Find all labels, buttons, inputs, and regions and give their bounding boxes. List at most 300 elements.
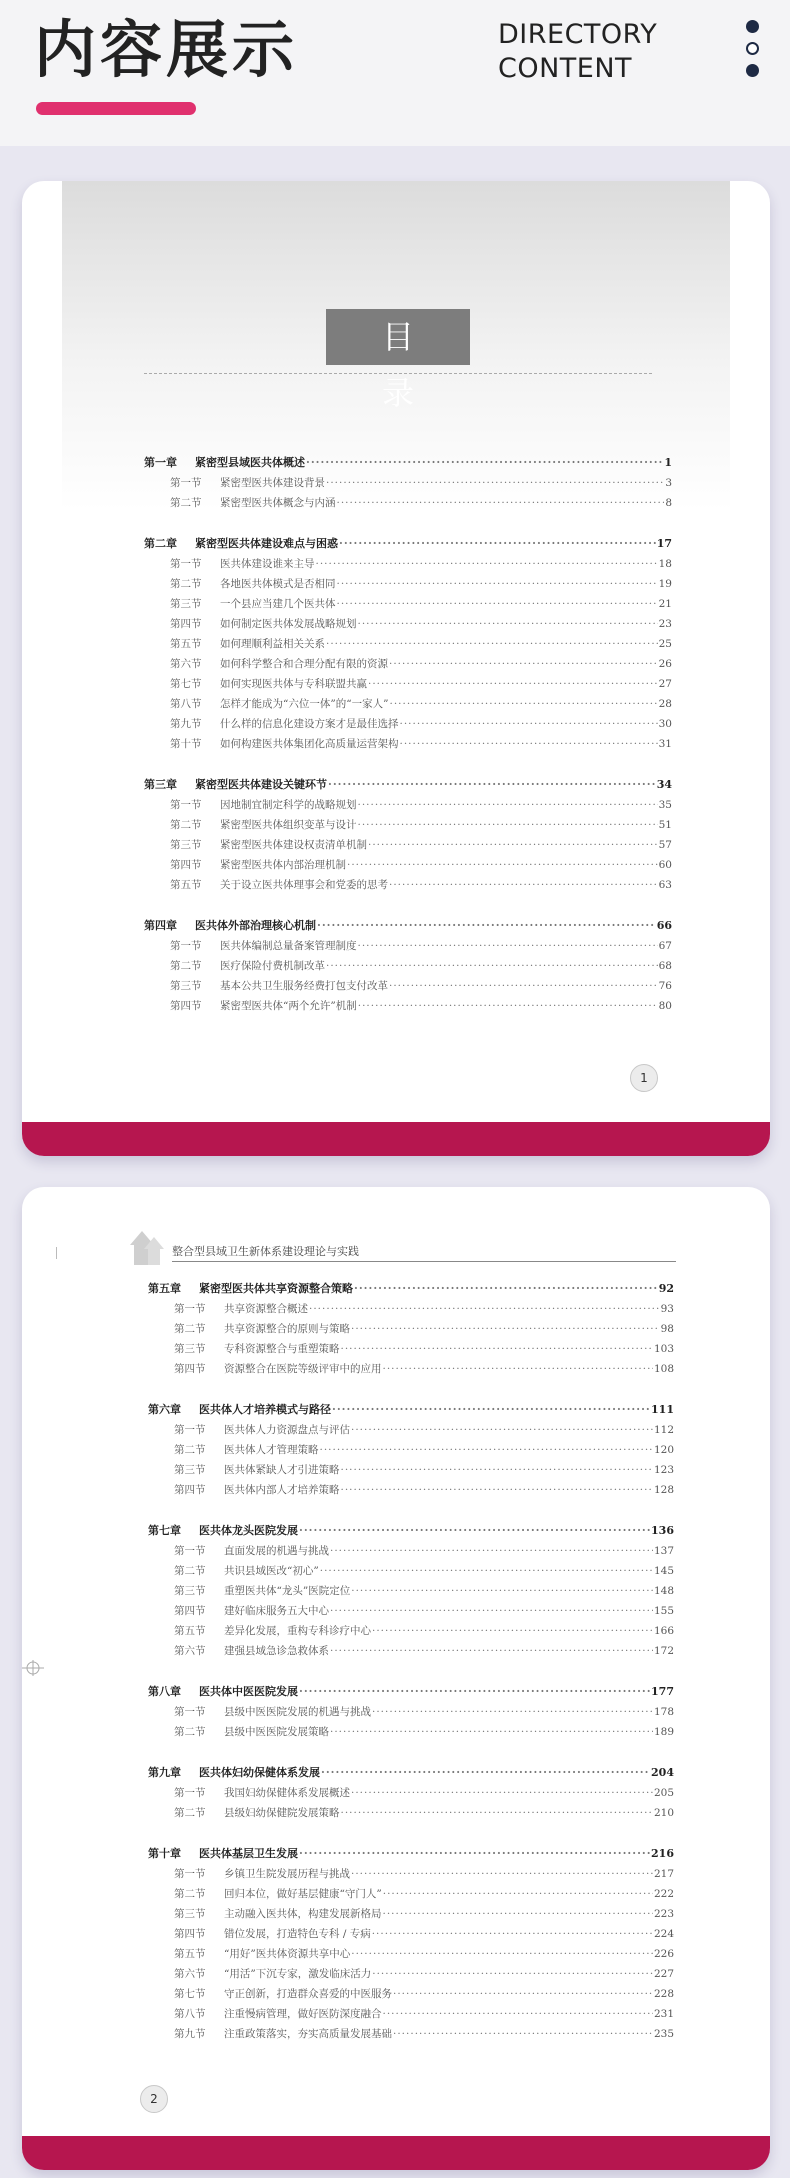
section-number: 第四节 — [174, 1928, 206, 1940]
dot-leader — [317, 916, 656, 936]
chapter-row — [144, 916, 672, 936]
section-page: 137 — [653, 1545, 674, 1557]
chapter-number: 第一章 — [144, 456, 177, 469]
page-number: 2 — [140, 2085, 168, 2113]
section-row — [148, 2024, 674, 2044]
section-title: 医共体编制总量备案管理制度 — [220, 940, 357, 952]
section-title: 县级中医医院发展策略 — [224, 1726, 329, 1738]
section-title: 重塑医共体“龙头”医院定位 — [224, 1585, 351, 1597]
dot-leader — [351, 1420, 653, 1440]
chapter-number: 第六章 — [148, 1403, 181, 1416]
dot-leader — [389, 976, 658, 996]
chapter-number: 第三章 — [144, 778, 177, 791]
section-row — [144, 674, 672, 694]
section-page: 76 — [658, 980, 672, 992]
chapter-number: 第八章 — [148, 1685, 181, 1698]
section-row — [144, 493, 672, 513]
dot-leader — [337, 493, 665, 513]
section-number: 第四节 — [174, 1605, 206, 1617]
section-title: 县级中医医院发展的机遇与挑战 — [224, 1706, 371, 1718]
chapter-title: 医共体外部治理核心机制 — [195, 919, 316, 932]
section-number: 第二节 — [170, 578, 202, 590]
page-number: 1 — [630, 1064, 658, 1092]
section-number: 第八节 — [174, 2008, 206, 2020]
section-number: 第八节 — [170, 698, 202, 710]
dot-leader — [309, 1299, 660, 1319]
chapter-page: 66 — [656, 919, 672, 932]
section-number: 第二节 — [174, 1323, 206, 1335]
section-row — [148, 1884, 674, 1904]
section-row — [144, 815, 672, 835]
section-row — [148, 1561, 674, 1581]
section-title: 紧密型医共体概念与内涵 — [220, 497, 336, 509]
section-page: 235 — [653, 2028, 674, 2040]
section-title: 因地制宜制定科学的战略规划 — [220, 799, 357, 811]
section-page: 25 — [658, 638, 672, 650]
section-title: 守正创新，打造群众喜爱的中医服务 — [224, 1988, 392, 2000]
chapter-title: 医共体中医医院发展 — [199, 1685, 298, 1698]
section-title: 主动融入医共体，构建发展新格局 — [224, 1908, 382, 1920]
section-title: 紧密型医共体建设背景 — [220, 477, 325, 489]
section-row — [148, 1944, 674, 1964]
dot-leader — [299, 1844, 650, 1864]
section-page: 8 — [665, 497, 672, 509]
section-title: 紧密型医共体建设权责清单机制 — [220, 839, 367, 851]
section-title: 回归本位，做好基层健康“守门人” — [224, 1888, 382, 1900]
section-page: 51 — [658, 819, 672, 831]
section-number: 第五节 — [174, 1948, 206, 1960]
section-row — [144, 654, 672, 674]
section-row — [144, 875, 672, 895]
chapter-title: 医共体基层卫生发展 — [199, 1847, 298, 1860]
section-page: 166 — [653, 1625, 674, 1637]
dot-leader — [351, 1864, 653, 1884]
section-title: 医疗保险付费机制改革 — [220, 960, 325, 972]
chapter-title: 紧密型医共体建设关键环节 — [195, 778, 327, 791]
dot-leader — [341, 1460, 653, 1480]
chapter-number: 第七章 — [148, 1524, 181, 1537]
section-title: 一个县应当建几个医共体 — [220, 598, 336, 610]
section-page: 18 — [658, 558, 672, 570]
section-title: 关于设立医共体理事会和党委的思考 — [220, 879, 388, 891]
section-page: 172 — [653, 1645, 674, 1657]
section-number: 第三节 — [170, 980, 202, 992]
dot-leader — [358, 996, 658, 1016]
section-row — [144, 694, 672, 714]
section-number: 第一节 — [174, 1787, 206, 1799]
chapter-page: 17 — [656, 537, 672, 550]
section-number: 第三节 — [170, 598, 202, 610]
section-title: 错位发展，打造特色专科 / 专病 — [224, 1928, 371, 1940]
section-title: 直面发展的机遇与挑战 — [224, 1545, 329, 1557]
section-number: 第一节 — [174, 1706, 206, 1718]
dot-leader — [383, 1884, 653, 1904]
section-number: 第一节 — [174, 1545, 206, 1557]
dots-icon — [746, 20, 760, 86]
section-page: 63 — [658, 879, 672, 891]
section-title: 如何实现医共体与专科联盟共赢 — [220, 678, 367, 690]
section-page: 103 — [653, 1343, 674, 1355]
section-page: 3 — [665, 477, 672, 489]
section-page: 210 — [653, 1807, 674, 1819]
section-page: 93 — [660, 1303, 674, 1315]
section-row — [148, 1440, 674, 1460]
header-accent-bar — [36, 102, 196, 115]
section-page: 21 — [658, 598, 672, 610]
margin-mark — [56, 1247, 57, 1259]
section-page: 226 — [653, 1948, 674, 1960]
toc-heading: 目 录 — [326, 309, 470, 365]
section-row — [148, 1319, 674, 1339]
dot-leader — [372, 1621, 653, 1641]
dot-leader — [347, 855, 658, 875]
dot-leader — [299, 1521, 650, 1541]
section-title: 资源整合在医院等级评审中的应用 — [224, 1363, 382, 1375]
dot-leader — [372, 1924, 653, 1944]
section-number: 第五节 — [170, 879, 202, 891]
section-page: 28 — [658, 698, 672, 710]
section-row — [148, 1299, 674, 1319]
section-page: 123 — [653, 1464, 674, 1476]
dot-leader — [389, 654, 658, 674]
section-row — [148, 1641, 674, 1661]
section-row — [148, 1359, 674, 1379]
dot-leader — [330, 1641, 653, 1661]
section-row — [144, 714, 672, 734]
section-row — [144, 855, 672, 875]
section-page: 224 — [653, 1928, 674, 1940]
section-row — [148, 1339, 674, 1359]
dot-leader — [393, 2024, 653, 2044]
crosshair-icon — [22, 1657, 44, 1679]
chapter-number: 第四章 — [144, 919, 177, 932]
dot-leader — [354, 1279, 658, 1299]
dot-filled-icon — [746, 20, 759, 33]
section-page: 189 — [653, 1726, 674, 1738]
chapter-row — [144, 534, 672, 554]
dot-leader — [383, 1904, 653, 1924]
dot-leader — [389, 694, 657, 714]
section-title: 医共体人力资源盘点与评估 — [224, 1424, 350, 1436]
chapter-number: 第五章 — [148, 1282, 181, 1295]
section-page: 23 — [658, 618, 672, 630]
chapter-row — [144, 775, 672, 795]
section-number: 第三节 — [174, 1585, 206, 1597]
section-title: 什么样的信息化建设方案才是最佳选择 — [220, 718, 399, 730]
section-title: 县级妇幼保健院发展策略 — [224, 1807, 340, 1819]
chapter-number: 第二章 — [144, 537, 177, 550]
chapter-page: 136 — [651, 1524, 674, 1537]
section-number: 第四节 — [174, 1484, 206, 1496]
section-title: 注重政策落实，夯实高质量发展基础 — [224, 2028, 392, 2040]
chapter-title: 紧密型医共体共享资源整合策略 — [199, 1282, 353, 1295]
dot-leader — [337, 594, 658, 614]
section-number: 第七节 — [174, 1988, 206, 2000]
section-number: 第二节 — [170, 497, 202, 509]
dot-leader — [330, 1601, 653, 1621]
section-page: 35 — [658, 799, 672, 811]
chapter-page: 204 — [651, 1766, 674, 1779]
section-number: 第二节 — [174, 1565, 206, 1577]
toc-list — [144, 453, 672, 1016]
section-title: 医共体紧缺人才引进策略 — [224, 1464, 340, 1476]
dot-leader — [351, 1581, 653, 1601]
section-title: 差异化发展，重构专科诊疗中心 — [224, 1625, 371, 1637]
section-title: 医共体内部人才培养策略 — [224, 1484, 340, 1496]
section-row — [148, 1864, 674, 1884]
card-footer-band — [22, 1122, 770, 1156]
section-page: 108 — [653, 1363, 674, 1375]
section-number: 第三节 — [174, 1464, 206, 1476]
section-row — [144, 473, 672, 493]
dot-leader — [326, 634, 658, 654]
section-row — [148, 1581, 674, 1601]
section-number: 第一节 — [174, 1424, 206, 1436]
section-row — [148, 1984, 674, 2004]
chapter-page: 92 — [658, 1282, 674, 1295]
section-page: 27 — [658, 678, 672, 690]
section-number: 第四节 — [170, 618, 202, 630]
section-page: 31 — [658, 738, 672, 750]
chapter-title: 医共体妇幼保健体系发展 — [199, 1766, 320, 1779]
section-number: 第十节 — [170, 738, 202, 750]
dot-leader — [306, 453, 663, 473]
chapter-row — [148, 1521, 674, 1541]
section-title: 我国妇幼保健体系发展概述 — [224, 1787, 350, 1799]
chapter-title: 紧密型县域医共体概述 — [195, 456, 305, 469]
section-page: 231 — [653, 2008, 674, 2020]
section-title: 基本公共卫生服务经费打包支付改革 — [220, 980, 388, 992]
section-title: 如何制定医共体发展战略规划 — [220, 618, 357, 630]
heading-divider — [144, 373, 652, 374]
section-page: 145 — [653, 1565, 674, 1577]
section-page: 227 — [653, 1968, 674, 1980]
dot-leader — [330, 1541, 653, 1561]
section-row — [148, 1803, 674, 1823]
section-number: 第九节 — [170, 718, 202, 730]
section-page: 67 — [658, 940, 672, 952]
dot-leader — [372, 1964, 653, 1984]
section-row — [148, 1420, 674, 1440]
section-number: 第二节 — [170, 960, 202, 972]
section-row — [148, 1924, 674, 1944]
chapter-row — [144, 453, 672, 473]
dot-leader — [341, 1339, 653, 1359]
section-title: 注重慢病管理，做好医防深度融合 — [224, 2008, 382, 2020]
dot-leader — [358, 936, 658, 956]
dot-leader — [328, 775, 656, 795]
section-row — [144, 795, 672, 815]
chapter-row — [148, 1682, 674, 1702]
dot-leader — [393, 1984, 653, 2004]
section-title: 如何科学整合和合理分配有限的资源 — [220, 658, 388, 670]
section-row — [148, 1460, 674, 1480]
section-page: 155 — [653, 1605, 674, 1617]
dot-leader — [326, 473, 664, 493]
section-page: 26 — [658, 658, 672, 670]
dot-leader — [316, 554, 658, 574]
header — [0, 0, 790, 146]
dot-leader — [299, 1682, 650, 1702]
dot-leader — [400, 734, 658, 754]
section-title: 紧密型医共体内部治理机制 — [220, 859, 346, 871]
section-page: 80 — [658, 1000, 672, 1012]
running-header-rule — [172, 1261, 676, 1262]
dot-leader — [400, 714, 658, 734]
chapter-title: 紧密型医共体建设难点与困惑 — [195, 537, 338, 550]
chapter-number: 第九章 — [148, 1766, 181, 1779]
section-page: 205 — [653, 1787, 674, 1799]
section-title: 共享资源整合概述 — [224, 1303, 308, 1315]
section-number: 第二节 — [174, 1726, 206, 1738]
dot-leader — [351, 1944, 653, 1964]
chapter-page: 216 — [651, 1847, 674, 1860]
section-number: 第四节 — [174, 1363, 206, 1375]
section-row — [144, 835, 672, 855]
header-subtitle-line-2: CONTENT — [498, 53, 633, 84]
chapter-title: 医共体人才培养模式与路径 — [199, 1403, 331, 1416]
section-row — [148, 1541, 674, 1561]
section-row — [148, 1722, 674, 1742]
section-page: 30 — [658, 718, 672, 730]
section-title: 医共体人才管理策略 — [224, 1444, 319, 1456]
section-row — [144, 614, 672, 634]
section-number: 第九节 — [174, 2028, 206, 2040]
section-row — [148, 1904, 674, 1924]
section-number: 第二节 — [174, 1444, 206, 1456]
dot-filled-icon — [746, 64, 759, 77]
section-title: 如何构建医共体集团化高质量运营架构 — [220, 738, 399, 750]
section-row — [144, 574, 672, 594]
dot-leader — [368, 835, 658, 855]
section-number: 第三节 — [174, 1908, 206, 1920]
dot-leader — [389, 875, 658, 895]
dot-leader — [341, 1480, 653, 1500]
toc-list — [148, 1279, 674, 2044]
section-row — [144, 634, 672, 654]
section-page: 98 — [660, 1323, 674, 1335]
section-page: 128 — [653, 1484, 674, 1496]
dot-leader — [320, 1561, 653, 1581]
dot-leader — [358, 795, 658, 815]
section-title: 专科资源整合与重塑策略 — [224, 1343, 340, 1355]
chapter-number: 第十章 — [148, 1847, 181, 1860]
section-row — [144, 996, 672, 1016]
chapter-page: 1 — [664, 456, 672, 469]
dot-leader — [337, 574, 658, 594]
toc-page-2 — [22, 1187, 770, 2170]
section-page: 120 — [653, 1444, 674, 1456]
section-number: 第二节 — [170, 819, 202, 831]
section-number: 第五节 — [174, 1625, 206, 1637]
section-number: 第四节 — [170, 1000, 202, 1012]
card-footer-band — [22, 2136, 770, 2170]
header-subtitle — [498, 18, 657, 86]
section-title: 如何理顺利益相关关系 — [220, 638, 325, 650]
section-number: 第二节 — [174, 1807, 206, 1819]
section-title: 各地医共体模式是否相同 — [220, 578, 336, 590]
section-row — [148, 1480, 674, 1500]
section-number: 第一节 — [170, 477, 202, 489]
section-title: 紧密型医共体组织变革与设计 — [220, 819, 357, 831]
section-number: 第一节 — [170, 799, 202, 811]
dot-leader — [321, 1763, 650, 1783]
section-title: 怎样才能成为“六位一体”的“一家人” — [220, 698, 389, 710]
section-row — [144, 976, 672, 996]
section-title: 共识县域医改“初心” — [224, 1565, 319, 1577]
dot-leader — [372, 1702, 653, 1722]
section-row — [148, 2004, 674, 2024]
section-title: 共享资源整合的原则与策略 — [224, 1323, 350, 1335]
section-page: 57 — [658, 839, 672, 851]
dot-leader — [351, 1783, 653, 1803]
chapter-row — [148, 1844, 674, 1864]
section-title: 建好临床服务五大中心 — [224, 1605, 329, 1617]
section-title: 紧密型医共体“两个允许”机制 — [220, 1000, 357, 1012]
dot-leader — [383, 2004, 653, 2024]
section-page: 178 — [653, 1706, 674, 1718]
chapter-row — [148, 1279, 674, 1299]
dot-leader — [330, 1722, 653, 1742]
section-page: 222 — [653, 1888, 674, 1900]
chapter-page: 111 — [651, 1403, 674, 1416]
section-page: 112 — [653, 1424, 674, 1436]
section-number: 第一节 — [174, 1868, 206, 1880]
section-number: 第一节 — [170, 558, 202, 570]
dot-leader — [326, 956, 658, 976]
section-row — [144, 956, 672, 976]
section-title: “用活”下沉专家，激发临床活力 — [224, 1968, 372, 1980]
section-row — [148, 1601, 674, 1621]
dot-leader — [383, 1359, 653, 1379]
section-title: “用好”医共体资源共享中心 — [224, 1948, 351, 1960]
header-subtitle-line-1: DIRECTORY — [498, 19, 658, 50]
chapter-page: 177 — [651, 1685, 674, 1698]
dot-leader — [358, 815, 658, 835]
section-page: 217 — [653, 1868, 674, 1880]
dot-hollow-icon — [746, 42, 759, 55]
section-number: 第三节 — [170, 839, 202, 851]
chapter-row — [148, 1763, 674, 1783]
dot-leader — [332, 1400, 650, 1420]
dot-leader — [351, 1319, 660, 1339]
section-page: 19 — [658, 578, 672, 590]
section-title: 医共体建设谁来主导 — [220, 558, 315, 570]
section-row — [148, 1621, 674, 1641]
section-number: 第六节 — [170, 658, 202, 670]
running-header: 整合型县域卫生新体系建设理论与实践 — [172, 1245, 359, 1258]
dot-leader — [341, 1803, 653, 1823]
section-number: 第一节 — [170, 940, 202, 952]
section-page: 223 — [653, 1908, 674, 1920]
up-arrows-icon — [130, 1225, 178, 1265]
section-row — [144, 734, 672, 754]
dot-leader — [320, 1440, 653, 1460]
section-page: 228 — [653, 1988, 674, 2000]
dot-leader — [358, 614, 658, 634]
section-number: 第六节 — [174, 1968, 206, 1980]
section-row — [148, 1964, 674, 1984]
header-title: 内容展示 — [34, 13, 299, 86]
dot-leader — [339, 534, 656, 554]
section-number: 第四节 — [170, 859, 202, 871]
section-page: 60 — [658, 859, 672, 871]
chapter-row — [148, 1400, 674, 1420]
section-number: 第一节 — [174, 1303, 206, 1315]
chapter-page: 34 — [656, 778, 672, 791]
section-number: 第五节 — [170, 638, 202, 650]
section-row — [144, 554, 672, 574]
